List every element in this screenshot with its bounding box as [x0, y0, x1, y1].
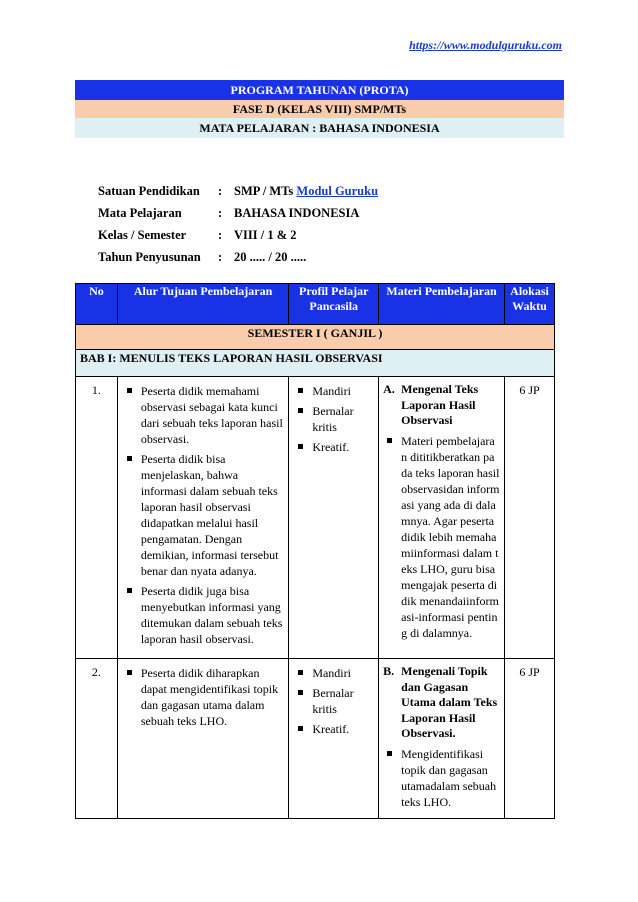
info-value: VIII / 1 & 2 — [234, 228, 297, 242]
document-title: PROGRAM TAHUNAN (PROTA) — [75, 80, 564, 100]
list-item: Kreatif. — [312, 721, 373, 737]
materi-cell — [379, 659, 505, 819]
bab-label: BAB I: MENULIS TEKS LAPORAN HASIL OBSERVASI — [76, 350, 555, 377]
profil-cell — [289, 377, 379, 659]
info-value: 20 ..... / 20 ..... — [234, 250, 307, 264]
bab-row — [76, 350, 555, 377]
subject-label: MATA PELAJARAN : BAHASA INDONESIA — [75, 118, 564, 138]
row-number: 1. — [76, 377, 118, 659]
info-value: BAHASA INDONESIA — [234, 206, 360, 220]
info-row-satuan — [98, 180, 378, 202]
materi-title: Mengenali Topik dan Gagasan Utama dalam Teks Laporan Hasil Observasi. — [401, 664, 498, 740]
materi-letter: B. — [383, 664, 395, 678]
info-colon: : — [218, 228, 223, 242]
header-waktu: Alokasi Waktu — [505, 284, 555, 325]
materi-title: Mengenal Teks Laporan Hasil Observasi — [401, 382, 479, 427]
modul-guruku-link[interactable]: Modul Guruku — [296, 184, 379, 198]
list-item: Materi pembelajaran dititikberatkan pada teks laporan hasil observasidan informasi yang ada di dalamnya. Agar peserta didik lebih memahamiinformasi dalam teks LHO, guru bisa mengajak peserta didik menandaiinformasi-informasi penting di dalamnya. — [401, 433, 500, 640]
website-url-link[interactable]: https://www.modulguruku.com — [409, 38, 562, 52]
list-item: Bernalar kritis — [312, 403, 373, 435]
info-colon: : — [218, 206, 223, 220]
info-row-kelas — [98, 224, 378, 246]
list-item: Peserta didik juga bisa menyebutkan informasi yang ditemukan dalam sebuah teks laporan hasil observasi. — [140, 584, 283, 646]
materi-letter: A. — [383, 382, 395, 396]
semester-row — [76, 325, 555, 350]
info-row-tahun — [98, 246, 378, 268]
info-label: Tahun Penyusunan — [98, 250, 201, 264]
materi-heading — [383, 664, 500, 742]
table-row — [76, 377, 555, 659]
info-colon: : — [218, 250, 223, 264]
waktu-cell: 6 JP — [505, 377, 555, 659]
atp-cell — [117, 377, 288, 659]
info-colon: : — [218, 184, 223, 198]
header-materi: Materi Pembelajaran — [379, 284, 505, 325]
list-item: Peserta didik bisa menjelaskan, bahwa informasi dalam sebuah teks laporan hasil observasi didapatkan melalui hasil pengamatan. Dengan demikian, informasi tersebut benar dan nyata adanya. — [141, 451, 283, 579]
info-label: Kelas / Semester — [98, 228, 187, 242]
prota-table — [75, 283, 555, 819]
info-value: SMP / MTs Modul Guruku — [234, 184, 379, 198]
materi-heading — [383, 382, 500, 429]
table-header-row — [76, 284, 555, 325]
list-item: Kreatif. — [312, 439, 373, 455]
list-item: Bernalar kritis — [312, 685, 373, 717]
header-no: No — [76, 284, 118, 325]
profil-cell — [289, 659, 379, 819]
phase-label: FASE D (KELAS VIII) SMP/MTs — [75, 100, 564, 118]
list-item: Mandiri — [312, 383, 373, 399]
list-item: Peserta didik memahami observasi sebagai kata kunci dari sebuah teks laporan hasil observasi. — [140, 384, 283, 446]
list-item: Mengidentifikasi topik dan gagasan utamadalam sebuah teks LHO. — [401, 746, 500, 810]
header-profil: Profil Pelajar Pancasila — [289, 284, 379, 325]
row-number: 2. — [76, 659, 118, 819]
list-item: Mandiri — [312, 665, 373, 681]
semester-label: SEMESTER I ( GANJIL ) — [76, 325, 555, 350]
info-row-mapel — [98, 202, 378, 224]
materi-cell — [379, 377, 505, 659]
list-item: Peserta didik diharapkan dapat mengidentifikasi topik dan gagasan utama dalam sebuah teks LHO. — [141, 665, 283, 729]
table-row — [76, 659, 555, 819]
waktu-cell: 6 JP — [505, 659, 555, 819]
atp-cell — [117, 659, 288, 819]
info-label: Satuan Pendidikan — [98, 184, 200, 198]
info-block — [98, 180, 378, 268]
header-atp: Alur Tujuan Pembelajaran — [117, 284, 288, 325]
info-label: Mata Pelajaran — [98, 206, 182, 220]
